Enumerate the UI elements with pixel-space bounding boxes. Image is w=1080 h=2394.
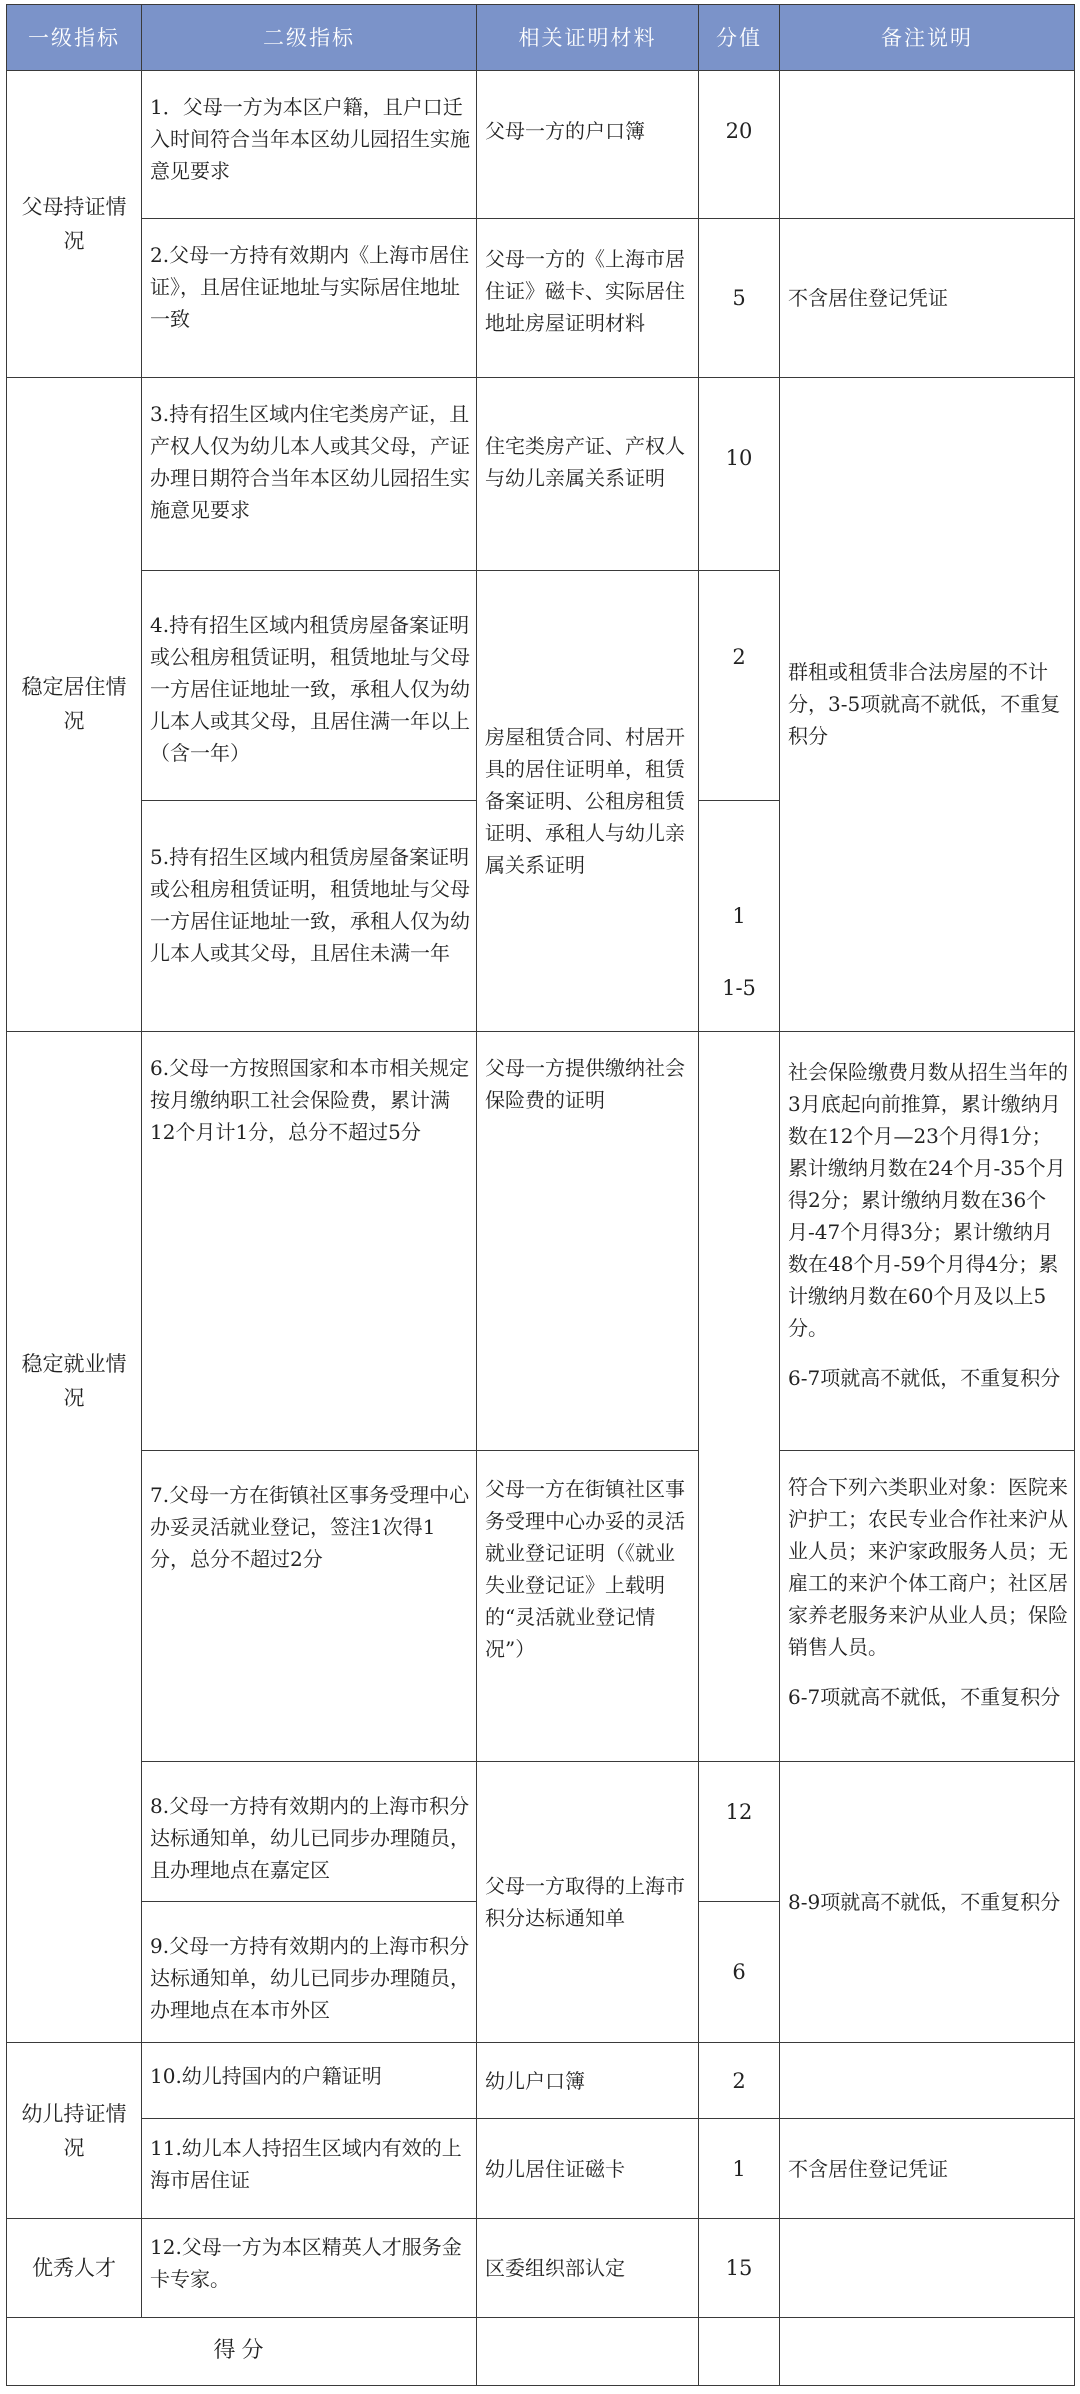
total-label: 得分 xyxy=(7,2317,477,2385)
score-cell: 2 xyxy=(699,2042,780,2118)
indicator-cell: 3.持有招生区域内住宅类房产证，且产权人仅为幼儿本人或其父母，产证办理日期符合当年本区幼儿园招生实施意见要求 xyxy=(142,377,477,571)
table-row xyxy=(7,71,1075,219)
header-row xyxy=(7,5,1075,71)
table-row xyxy=(7,2042,1075,2118)
material-cell: 父母一方的户口簿 xyxy=(477,71,699,219)
total-note-empty xyxy=(780,2317,1075,2385)
material-cell: 幼儿户口簿 xyxy=(477,2042,699,2118)
indicator-cell: 1．父母一方为本区户籍，且户口迁入时间符合当年本区幼儿园招生实施意见要求 xyxy=(142,71,477,219)
indicator-cell: 10.幼儿持国内的户籍证明 xyxy=(142,2042,477,2118)
note-cell xyxy=(780,2219,1075,2317)
material-cell: 区委组织部认定 xyxy=(477,2219,699,2317)
note-cell-housing: 群租或租赁非合法房屋的不计分，3-5项就高不就低，不重复积分 xyxy=(780,377,1075,1031)
table-row xyxy=(7,2219,1075,2317)
indicator-cell: 6.父母一方按照国家和本市相关规定按月缴纳职工社会保险费，累计满12个月计1分，总分不超过5分 xyxy=(142,1031,477,1450)
table-row xyxy=(7,219,1075,377)
table-row xyxy=(7,2119,1075,2219)
score-cell: 1 xyxy=(699,801,780,1032)
group-employment xyxy=(7,1031,142,2042)
group-employment-label: 稳定就业情况 xyxy=(21,1351,127,1410)
material-cell: 父母一方在街镇社区事务受理中心办妥的灵活就业登记证明（《就业失业登记证》上载明的“灵活就业登记情况”） xyxy=(477,1451,699,1762)
note-social-rules: 社会保险缴费月数从招生当年的3月底起向前推算，累计缴纳月数在12个月—23个月得1分；累计缴纳月数在24个月-35个月得2分；累计缴纳月数在36个月-47个月得3分；累计缴纳月数在48个月-59个月得4分；累计缴纳月数在60个月及以上5分。 xyxy=(788,1059,1068,1340)
note-cell xyxy=(780,2042,1075,2118)
note-cell-points: 8-9项就高不就低，不重复积分 xyxy=(780,1762,1075,2043)
note-cell: 不含居住登记凭证 xyxy=(780,2119,1075,2219)
table-row xyxy=(7,377,1075,571)
header-materials: 相关证明材料 xyxy=(477,5,699,71)
material-cell: 住宅类房产证、产权人与幼儿亲属关系证明 xyxy=(477,377,699,571)
table-row xyxy=(7,1451,1075,1762)
indicator-cell: 2.父母一方持有效期内《上海市居住证》，且居住证地址与实际居住地址一致 xyxy=(142,219,477,377)
table-row xyxy=(7,1031,1075,1450)
header-level2: 二级指标 xyxy=(142,5,477,71)
total-score-empty xyxy=(699,2317,780,2385)
indicator-cell: 5.持有招生区域内租赁房屋备案证明或公租房租赁证明，租赁地址与父母一方居住证地址一致，承租人仅为幼儿本人或其父母，且居住未满一年 xyxy=(142,801,477,1032)
note-cell: 不含居住登记凭证 xyxy=(780,219,1075,377)
header-level1: 一级指标 xyxy=(7,5,142,71)
score-cell: 10 xyxy=(699,377,780,571)
material-cell: 幼儿居住证磁卡 xyxy=(477,2119,699,2219)
indicator-cell: 12.父母一方为本区精英人才服务金卡专家。 xyxy=(142,2219,477,2317)
group-residence: 稳定居住情况 xyxy=(7,377,142,1031)
indicator-cell: 8.父母一方持有效期内的上海市积分达标通知单，幼儿已同步办理随员，且办理地点在嘉定区 xyxy=(142,1762,477,1902)
score-cell: 12 xyxy=(699,1762,780,1902)
material-cell: 父母一方的《上海市居住证》磁卡、实际居住地址房屋证明材料 xyxy=(477,219,699,377)
score-cell: 6 xyxy=(699,1902,780,2042)
note-social-priority: 6-7项就高不就低，不重复积分 xyxy=(788,1365,1061,1390)
header-score: 分值 xyxy=(699,5,780,71)
total-row xyxy=(7,2317,1075,2385)
indicator-cell: 4.持有招生区域内租赁房屋备案证明或公租房租赁证明，租赁地址与父母一方居住证地址一致，承租人仅为幼儿本人或其父母，且居住满一年以上（含一年） xyxy=(142,571,477,801)
score-cell-employment xyxy=(699,976,780,1761)
group-parents: 父母持证情况 xyxy=(7,71,142,378)
score-employment-value: 1-5 xyxy=(722,976,756,1001)
score-cell: 20 xyxy=(699,71,780,219)
admission-scoring-table xyxy=(6,4,1075,2386)
header-notes: 备注说明 xyxy=(780,5,1075,71)
score-cell: 15 xyxy=(699,2219,780,2317)
indicator-cell: 9.父母一方持有效期内的上海市积分达标通知单，幼儿已同步办理随员，办理地点在本市外区 xyxy=(142,1902,477,2042)
note-flex-occupations: 符合下列六类职业对象：医院来沪护工；农民专业合作社来沪从业人员；来沪家政服务人员；无雇工的来沪个体工商户；社区居家养老服务来沪从业人员；保险销售人员。 xyxy=(788,1475,1068,1660)
group-talent: 优秀人才 xyxy=(7,2219,142,2317)
material-cell-rent: 房屋租赁合同、村居开具的居住证明单，租赁备案证明、公租房租赁证明、承租人与幼儿亲属关系证明 xyxy=(477,571,699,1031)
note-cell-flex xyxy=(780,1451,1075,1762)
note-cell-social xyxy=(780,1031,1075,1450)
material-cell: 父母一方提供缴纳社会保险费的证明 xyxy=(477,1031,699,1450)
score-cell: 5 xyxy=(699,219,780,377)
table-row xyxy=(7,1762,1075,1902)
score-cell: 2 xyxy=(699,571,780,801)
total-material-empty xyxy=(477,2317,699,2385)
indicator-cell: 11.幼儿本人持招生区域内有效的上海市居住证 xyxy=(142,2119,477,2219)
score-cell: 1 xyxy=(699,2119,780,2219)
material-cell-points: 父母一方取得的上海市积分达标通知单 xyxy=(477,1762,699,2043)
group-child: 幼儿持证情况 xyxy=(7,2042,142,2219)
indicator-cell: 7.父母一方在街镇社区事务受理中心办妥灵活就业登记，签注1次得1分，总分不超过2分 xyxy=(142,1451,477,1762)
note-flex-priority: 6-7项就高不就低，不重复积分 xyxy=(788,1685,1061,1710)
note-cell xyxy=(780,71,1075,219)
